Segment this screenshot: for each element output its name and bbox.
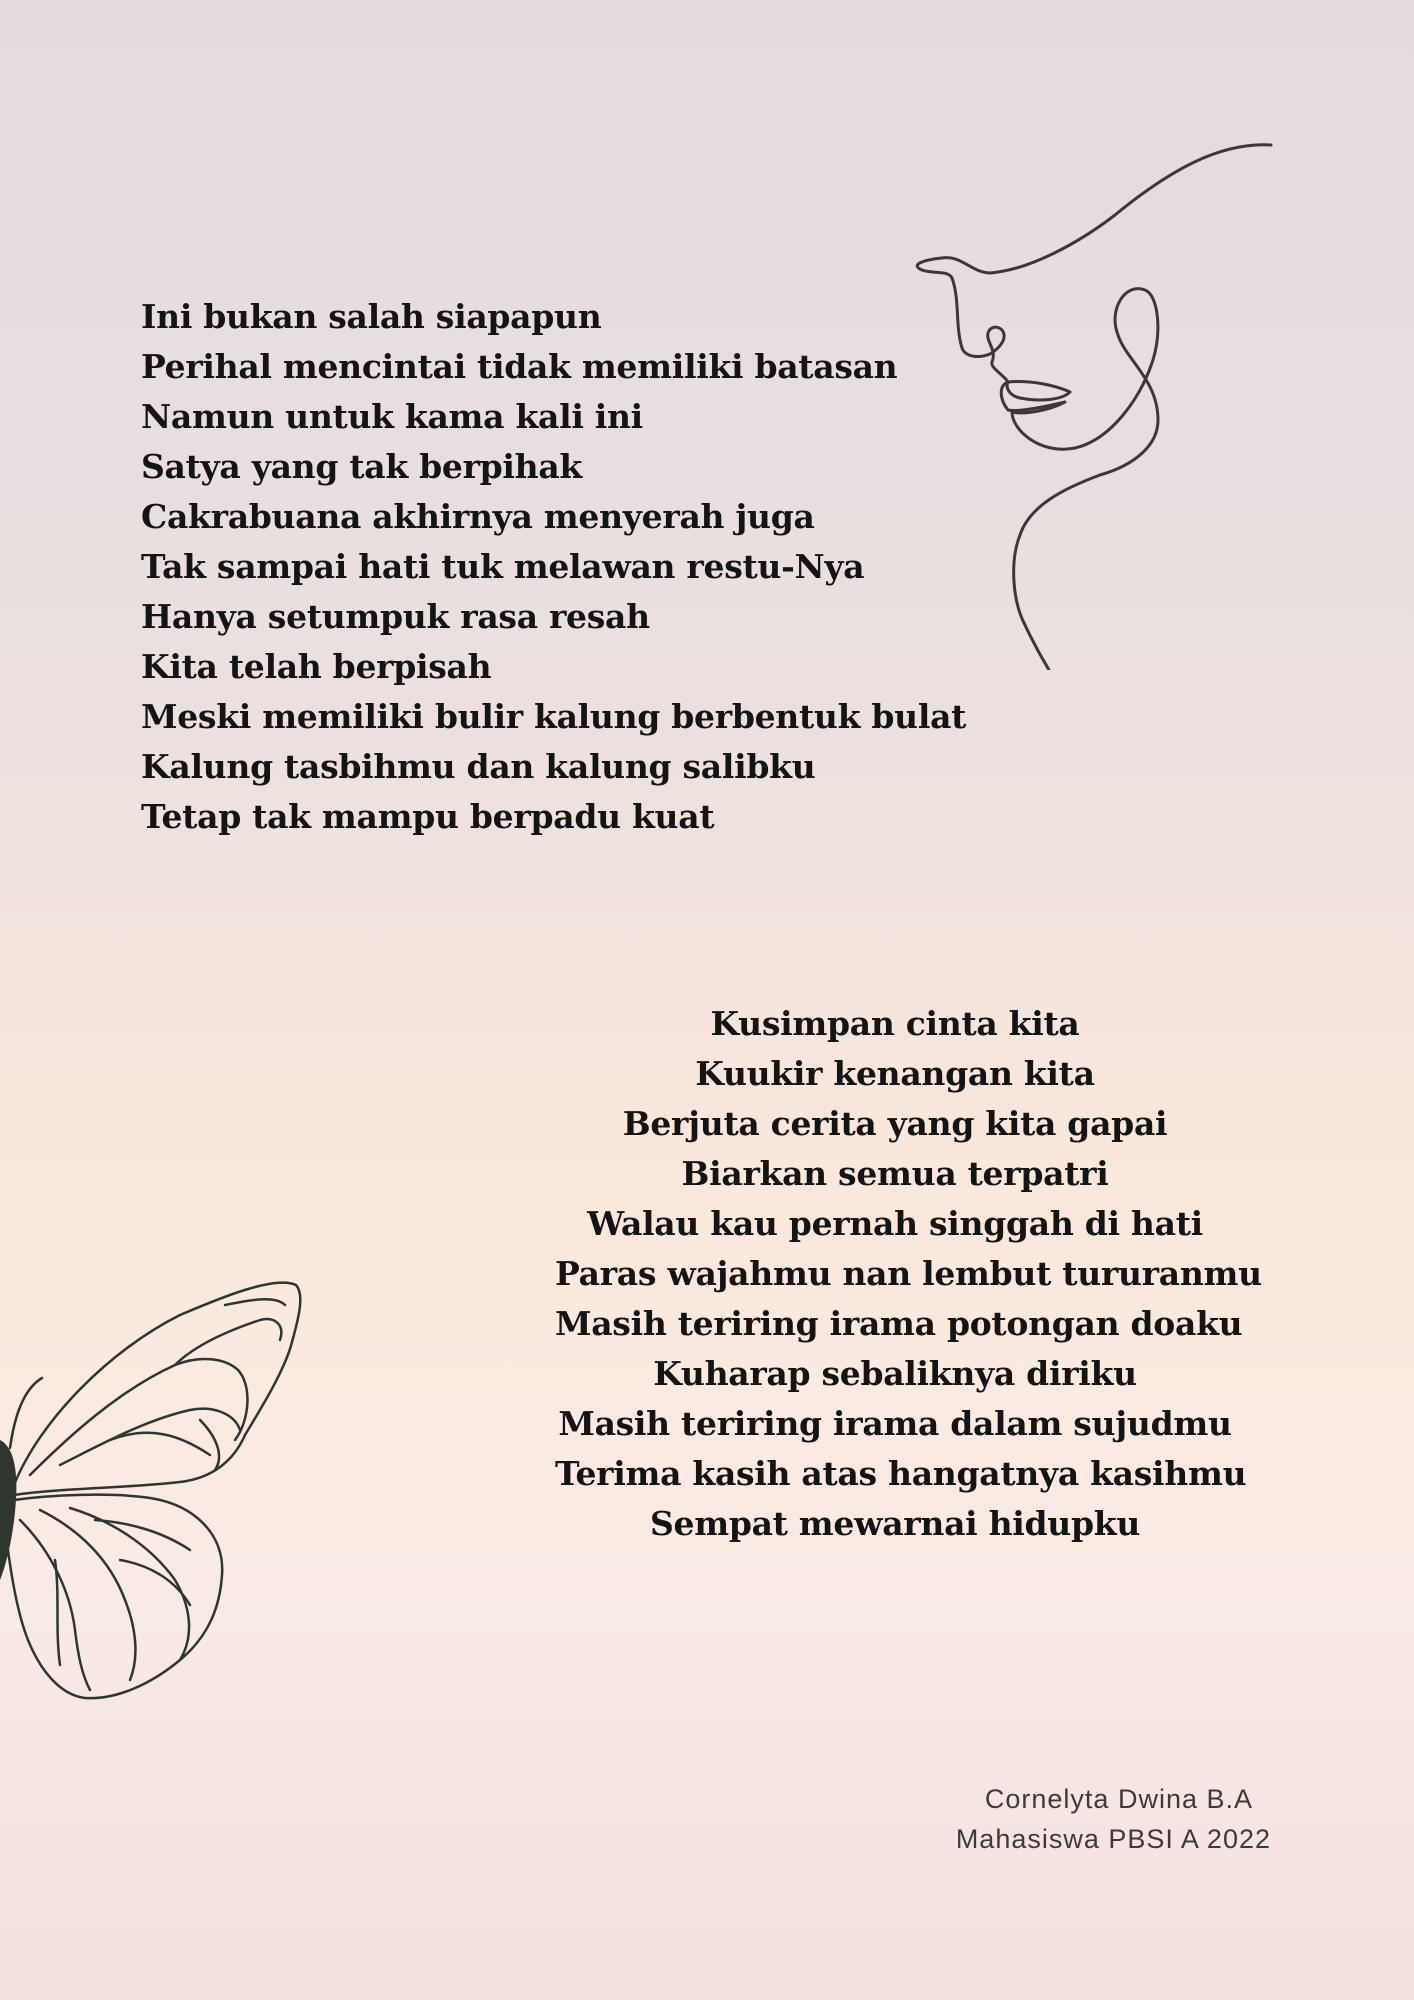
poem-stanza-1 (141, 292, 967, 842)
poem-line: Kusimpan cinta kita (710, 1004, 1080, 1043)
poem-line: Walau kau pernah singgah di hati (587, 1204, 1203, 1243)
poem-line: Berjuta cerita yang kita gapai (622, 1104, 1168, 1143)
poem-line: Ini bukan salah siapapun (141, 297, 602, 336)
poem-line: Kuharap sebaliknya diriku (653, 1354, 1137, 1393)
poem-line: Perihal mencintai tidak memiliki batasan (141, 347, 898, 386)
author-affiliation: Mahasiswa PBSI A 2022 (955, 1824, 1271, 1854)
poem-line: Meski memiliki bulir kalung berbentuk bulat (141, 697, 967, 736)
author-signature (871, 1779, 1271, 1859)
poem-line: Satya yang tak berpihak (141, 447, 583, 486)
poem-line: Cakrabuana akhirnya menyerah juga (141, 497, 815, 536)
poem-line: Biarkan semua terpatri (681, 1154, 1109, 1193)
poem-line: Paras wajahmu nan lembut tururanmu (555, 1254, 1262, 1293)
poem-line: Sempat mewarnai hidupku (649, 1504, 1141, 1543)
poem-line: Masih teriring irama dalam sujudmu (558, 1404, 1232, 1443)
poem-stanza-2 (555, 999, 1262, 1549)
poem-line: Namun untuk kama kali ini (141, 397, 643, 436)
face-line-art-icon (900, 130, 1290, 670)
poem-line: Kuukir kenangan kita (695, 1054, 1095, 1093)
poem-line: Hanya setumpuk rasa resah (141, 597, 650, 636)
author-name: Cornelyta Dwina B.A (984, 1784, 1253, 1814)
butterfly-line-art-icon (0, 1260, 310, 1710)
poem-line: Tetap tak mampu berpadu kuat (141, 797, 715, 836)
poem-line: Kita telah berpisah (141, 647, 492, 686)
poem-line: Masih teriring irama potongan doaku (555, 1304, 1243, 1343)
poem-line: Tak sampai hati tuk melawan restu-Nya (141, 547, 865, 586)
poem-line: Terima kasih atas hangatnya kasihmu (555, 1454, 1247, 1493)
poem-line: Kalung tasbihmu dan kalung salibku (141, 747, 816, 786)
